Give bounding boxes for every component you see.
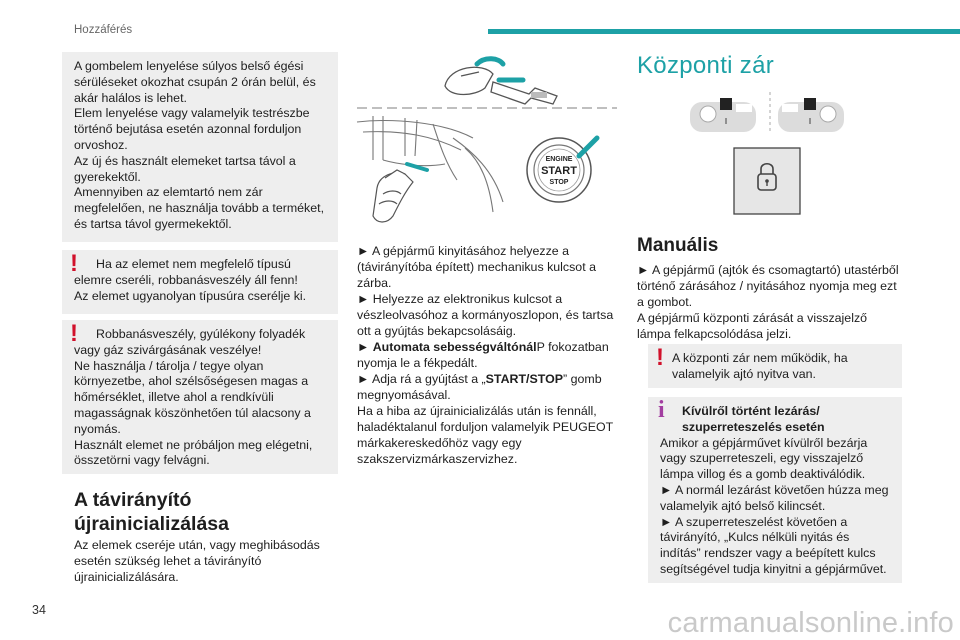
mechanical-key-icon bbox=[491, 82, 557, 104]
warning-box-battery bbox=[62, 52, 338, 242]
warning-box-replacement bbox=[62, 250, 338, 314]
step-2: ► Helyezze az elektronikus kulcsot a vészleolvasóhoz a kormányoszlopon, és tartsa ott a gyújtás bekapcsolásáig. bbox=[357, 292, 614, 338]
watermark: carmanualsonline.info bbox=[667, 607, 954, 639]
dashboard-left-icon bbox=[690, 98, 756, 132]
step-4: ► Adja rá a gyújtást a „START/STOP” gomb megnyomásával. bbox=[357, 372, 602, 402]
warning-text: A gombelem lenyelése súlyos belső égési sérüléseket okozhat csupán 2 órán belül, és akár halálos is lehet. Elem lenyelése vagy valamelyik testrészbe történő bejutása esetén azonnal forduljon orvoshoz. Az új és használt elemeket tartsa távol a gyerekektől. Amennyiben az elemtartó nem zár megfelelően, ne használja tovább a terméket, és tartsa távol gyermekektől. bbox=[74, 59, 325, 231]
warning-text: A központi zár nem működik, ha valamelyik ajtó nyitva van. bbox=[672, 351, 848, 381]
key-fob-icon bbox=[445, 67, 493, 94]
info-icon: i bbox=[658, 397, 665, 423]
warning-text: Robbanásveszély, gyúlékony folyadék vagy gáz szivárgásának veszélye! Ne használja / tárolja / tegye olyan környezetbe, ahol szélsőségesen magas a hőmérséklet, illetve ahol a rendkívüli magasságnak köszönhetően túl alacsony a nyomás. Használt elemet ne próbáljon meg elégetni, összetörni vagy felvágni. bbox=[74, 327, 313, 468]
warning-text: Ha az elemet nem megfelelő típusú elemre cseréli, robbanásveszély áll fenn! Az elemet ugyanolyan típusúra cserélje ki. bbox=[74, 257, 307, 303]
warning-box-explosion bbox=[62, 320, 338, 474]
heading-line: A távirányító bbox=[74, 489, 192, 511]
start-stop-button-icon bbox=[527, 138, 597, 202]
info-text: Amikor a gépjárművet kívülről bezárja vagy szuperreteszeli, egy visszajelző lámpa villog és a gomb deaktiválódik. ► A normál lezárást követően húzza meg valamelyik ajtó belső kilincsét. ► A szuperreteszelést követően a távirányító, „Kulcs nélküli nyitás és indítás” rendszer vagy a beépített kulcs segítségével tudja kinyitni a gépjárművet. bbox=[660, 435, 889, 576]
button-label: START bbox=[541, 165, 577, 177]
info-box-supercal bbox=[648, 397, 902, 583]
header-accent-bar bbox=[488, 29, 960, 34]
warning-icon: ! bbox=[70, 320, 78, 347]
section-heading-reinit bbox=[74, 488, 229, 536]
reinit-steps bbox=[357, 243, 621, 467]
section-title: Központi zár bbox=[637, 52, 775, 79]
subheading-manual: Manuális bbox=[637, 235, 719, 256]
lock-button-icon bbox=[734, 148, 800, 214]
button-label: ENGINE bbox=[545, 156, 573, 163]
page-number: 34 bbox=[32, 603, 46, 617]
central-lock-illustration bbox=[690, 92, 850, 222]
step-1: ► A gépjármű kinyitásához helyezze a (távirányítóba épített) mechanikus kulcsot a zárba. bbox=[357, 244, 596, 290]
warning-icon: ! bbox=[70, 250, 78, 277]
info-title: Kívülről történt lezárás/ szuperreteszelés esetén bbox=[682, 404, 825, 434]
dashboard-drawing bbox=[690, 92, 850, 222]
warning-box-central-lock bbox=[648, 344, 902, 388]
reinit-body: Az elemek cseréje után, vagy meghibásodás esetén szükség lehet a távirányító újrainicializálására. bbox=[74, 538, 320, 584]
button-label: STOP bbox=[549, 179, 569, 186]
step-3: ► Automata sebességváltónálP fokozatban nyomja le a fékpedált. bbox=[357, 340, 609, 370]
warning-icon: ! bbox=[656, 344, 664, 371]
ignition-illustration bbox=[353, 52, 621, 234]
manual-body: ► A gépjármű (ajtók és csomagtartó) utastérből történő zárásához / nyitásához nyomja meg ezt a gombot. A gépjármű központi zárását a visszajelző lámpa felkapcsolódása jelzi. bbox=[637, 263, 899, 341]
key-reinit-drawing bbox=[353, 52, 621, 234]
hand-with-key-icon bbox=[373, 170, 413, 222]
dashboard-right-icon bbox=[778, 98, 844, 132]
arrow-icon bbox=[477, 59, 503, 64]
step-5: Ha a hiba az újrainicializálás után is fennáll, haladéktalanul forduljon valamelyik PEUGEOT márkakereskedőhöz vagy egy szakszervizmárkaszervizhez. bbox=[357, 404, 613, 466]
heading-line: újrainicializálása bbox=[74, 513, 230, 535]
running-head: Hozzáférés bbox=[74, 24, 133, 36]
